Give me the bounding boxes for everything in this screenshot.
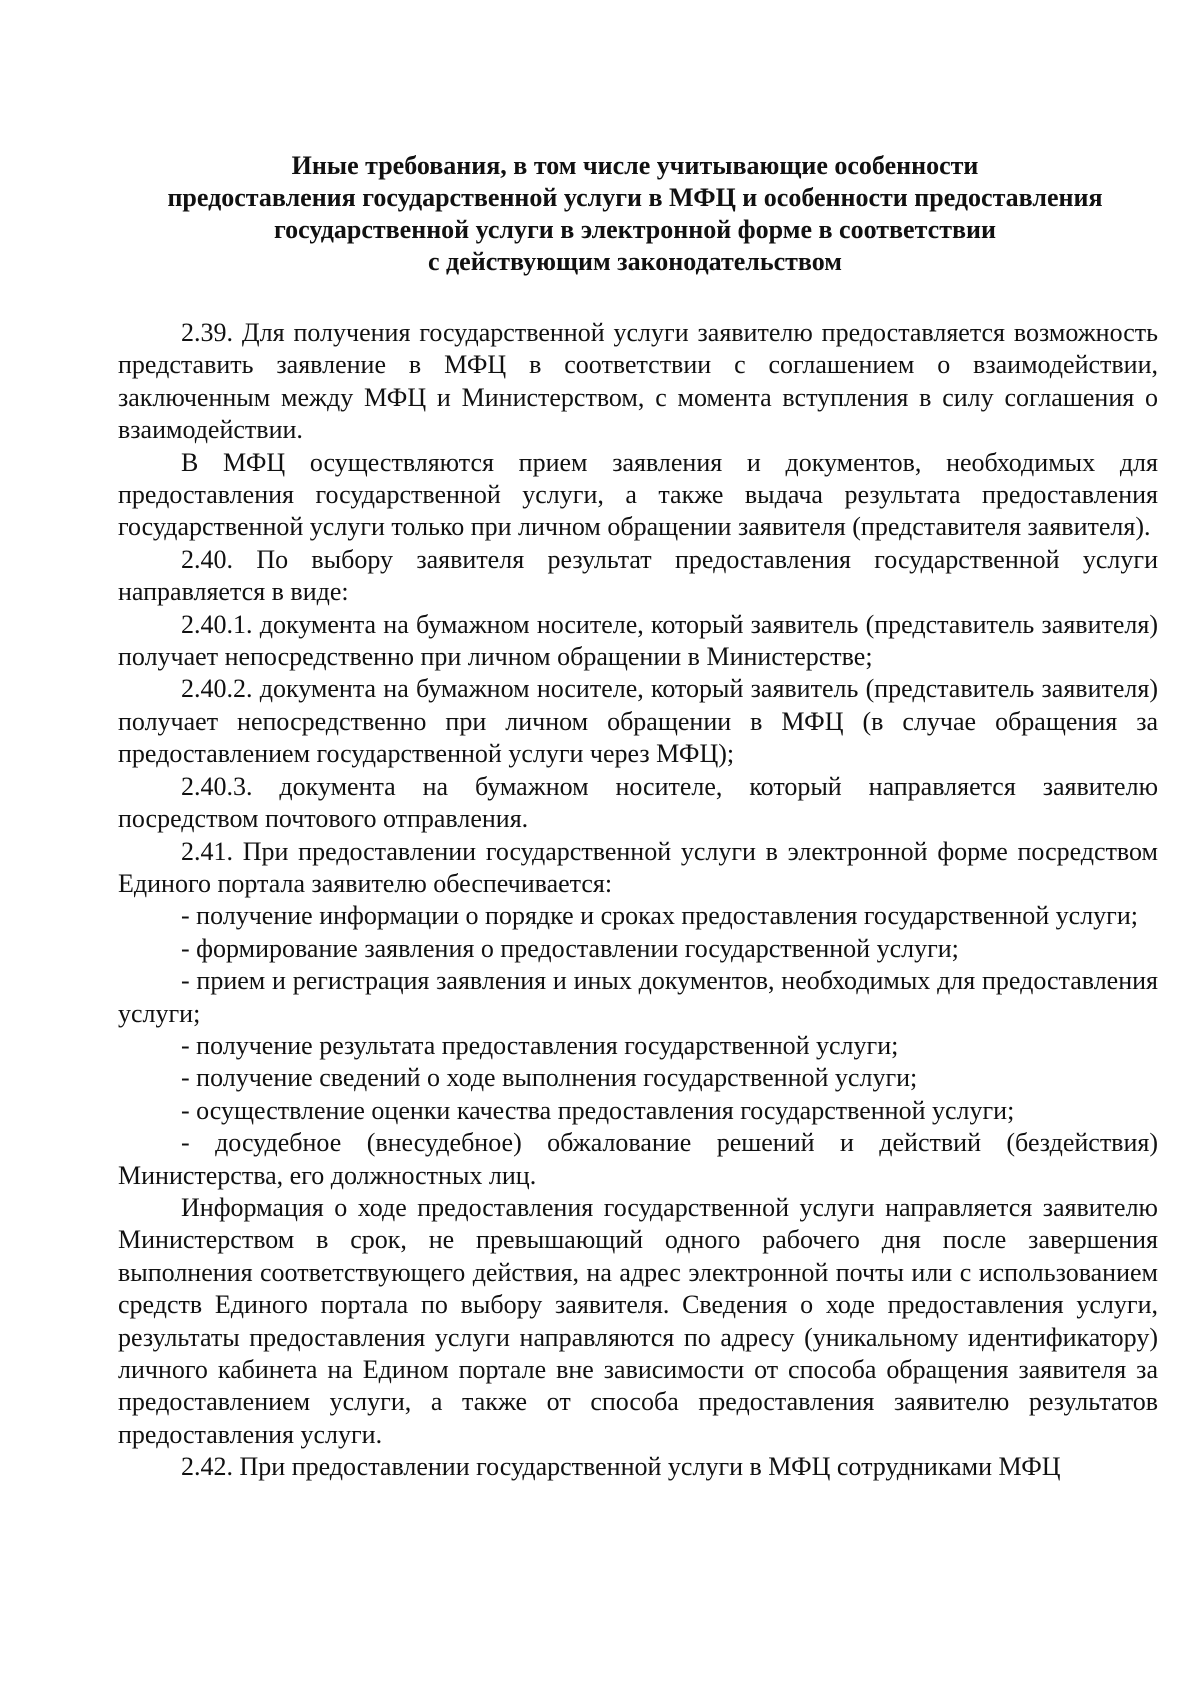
list-item: - получение результата предоставления государственной услуги;	[181, 1030, 899, 1060]
heading-line: с действующим законодательством	[427, 247, 843, 276]
paragraph-2-40-1: 2.40.1. документа на бумажном носителе, который заявитель (представитель заявителя) получает непосредственно при личном обращении в Министерстве;	[118, 609, 1158, 672]
paragraph-progress-info: Информация о ходе предоставления государственной услуги направляется заявителю Министерством в срок, не превышающий одного рабочего дня после завершения выполнения соответствующего действия, на адрес электронной почты или с использованием средств Единого портала по выбору заявителя. Сведения о ходе предоставления услуги, результаты предоставления услуги направляются по адресу (уникальному идентификатору) личного кабинета на Едином портале вне зависимости от способа обращения заявителя за предоставлением услуги, а также от способа предоставления заявителю результатов предоставления услуги.	[118, 1192, 1158, 1449]
list-item: - осуществление оценки качества предоставления государственной услуги;	[181, 1095, 1015, 1125]
section-heading	[115, 150, 1155, 278]
list-item: - прием и регистрация заявления и иных документов, необходимых для предоставления услуги;	[118, 966, 1158, 1028]
heading-line: государственной услуги в электронной форме в соответствии	[274, 215, 996, 244]
paragraph-2-42: 2.42. При предоставлении государственной услуги в МФЦ сотрудниками МФЦ	[181, 1452, 1061, 1482]
paragraph-2-40-2: 2.40.2. документа на бумажном носителе, который заявитель (представитель заявителя) получает непосредственно при личном обращении в МФЦ (в случае обращения за предоставлением государственной услуги через МФЦ);	[118, 674, 1158, 769]
body-text	[118, 317, 1158, 1484]
list-item: - досудебное (внесудебное) обжалование решений и действий (бездействия) Министерства, его должностных лиц.	[118, 1128, 1158, 1190]
list-item: - формирование заявления о предоставлении государственной услуги;	[181, 933, 959, 963]
heading-line: предоставления государственной услуги в МФЦ и особенности предоставления	[167, 183, 1103, 212]
list-item: - получение информации о порядке и сроках предоставления государственной услуги;	[181, 901, 1138, 931]
heading-line: Иные требования, в том числе учитывающие особенности	[291, 151, 979, 180]
paragraph-2-39: 2.39. Для получения государственной услуги заявителю предоставляется возможность представить заявление в МФЦ в соответствии с соглашением о взаимодействии, заключенным между МФЦ и Министерством, с момента вступления в силу соглашения о взаимодействии.	[118, 318, 1158, 445]
list-item: - получение сведений о ходе выполнения государственной услуги;	[181, 1063, 918, 1093]
paragraph-2-40: 2.40. По выбору заявителя результат предоставления государственной услуги направляется в виде:	[118, 544, 1158, 607]
paragraph-2-40-3: 2.40.3. документа на бумажном носителе, который направляется заявителю посредством почтового отправления.	[118, 771, 1158, 834]
paragraph-2-41: 2.41. При предоставлении государственной услуги в электронной форме посредством Единого портала заявителю обеспечивается:	[118, 836, 1158, 898]
paragraph-mfc-reception: В МФЦ осуществляются прием заявления и документов, необходимых для предоставления государственной услуги, а также выдача результата предоставления государственной услуги только при личном обращении заявителя (представителя заявителя).	[118, 447, 1158, 542]
